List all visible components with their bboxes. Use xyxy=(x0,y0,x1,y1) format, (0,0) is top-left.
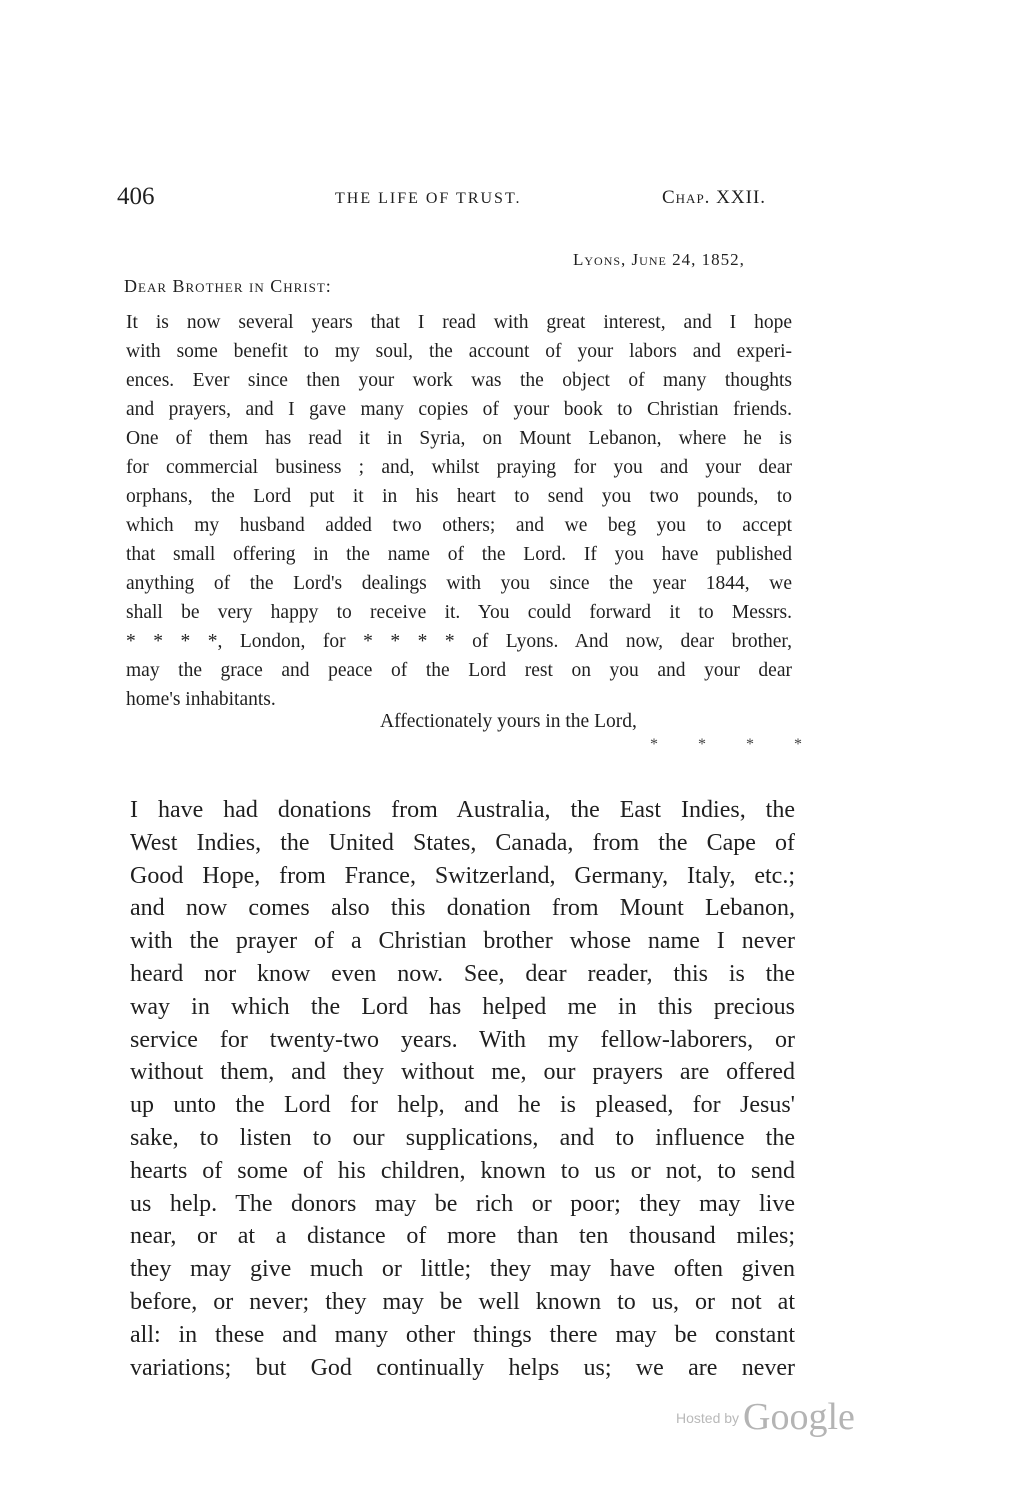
body-line: hearts of some of his children, known to us or not, to send xyxy=(130,1157,795,1184)
letter-line: * * * *, London, for * * * * of Lyons. And now, dear brother, xyxy=(126,631,792,652)
letter-line: may the grace and peace of the Lord rest on you and your dear xyxy=(126,660,792,681)
letter-closing: Affectionately yours in the Lord, xyxy=(380,711,637,732)
body-line: near, or at a distance of more than ten thousand miles; xyxy=(130,1223,795,1250)
letter-signature: * * * * xyxy=(650,736,820,753)
letter-body xyxy=(126,308,792,714)
letter-line: orphans, the Lord put it in his heart to send you two pounds, to xyxy=(126,486,792,507)
letter-line: which my husband added two others; and we beg you to accept xyxy=(126,515,792,536)
body-line: way in which the Lord has helped me in this precious xyxy=(130,993,795,1020)
chapter-label: Chap. XXII. xyxy=(662,187,767,208)
body-line: up unto the Lord for help, and he is pleased, for Jesus' xyxy=(130,1092,795,1119)
hosted-by-google-watermark xyxy=(676,1395,855,1439)
body-line: and now comes also this donation from Mount Lebanon, xyxy=(130,895,795,922)
body-line: variations; but God continually helps us; we are never xyxy=(130,1354,795,1381)
body-line: with the prayer of a Christian brother whose name I never xyxy=(130,928,795,955)
body-line: service for twenty-two years. With my fellow-laborers, or xyxy=(130,1026,795,1053)
letter-salutation: Dear Brother in Christ: xyxy=(124,276,332,296)
body-line: heard nor know even now. See, dear reader, this is the xyxy=(130,960,795,987)
google-logo: Google xyxy=(743,1396,855,1438)
letter-line: shall be very happy to receive it. You could forward it to Messrs. xyxy=(126,602,792,623)
body-paragraph xyxy=(130,794,795,1384)
page-number: 406 xyxy=(117,183,155,210)
letter-line: anything of the Lord's dealings with you since the year 1844, we xyxy=(126,573,792,594)
letter-line: One of them has read it in Syria, on Mount Lebanon, where he is xyxy=(126,428,792,449)
body-line: all: in these and many other things there may be constant xyxy=(130,1321,795,1348)
body-line: they may give much or little; they may have often given xyxy=(130,1256,795,1283)
body-line: before, or never; they may be well known to us, or not at xyxy=(130,1288,795,1315)
running-title: THE LIFE OF TRUST. xyxy=(335,190,522,207)
letter-dateline: Lyons, June 24, 1852, xyxy=(573,250,745,269)
letter-line: and prayers, and I gave many copies of your book to Christian friends. xyxy=(126,399,792,420)
body-line: without them, and they without me, our prayers are offered xyxy=(130,1059,795,1086)
hosted-by-label: Hosted by xyxy=(676,1410,740,1426)
body-line: sake, to listen to our supplications, and to influence the xyxy=(130,1124,795,1151)
body-line: Good Hope, from France, Switzerland, Germany, Italy, etc.; xyxy=(130,862,795,889)
letter-line: with some benefit to my soul, the account of your labors and experi- xyxy=(126,341,792,362)
body-line: West Indies, the United States, Canada, from the Cape of xyxy=(130,829,795,856)
letter-line: that small offering in the name of the Lord. If you have published xyxy=(126,544,792,565)
body-line: I have had donations from Australia, the East Indies, the xyxy=(130,797,795,823)
letter-line: ences. Ever since then your work was the object of many thoughts xyxy=(126,370,792,391)
body-line: us help. The donors may be rich or poor; they may live xyxy=(130,1190,795,1217)
letter-line: It is now several years that I read with great interest, and I hope xyxy=(126,312,792,333)
letter-line: for commercial business ; and, whilst praying for you and your dear xyxy=(126,457,792,478)
letter-line: home's inhabitants. xyxy=(126,689,276,710)
